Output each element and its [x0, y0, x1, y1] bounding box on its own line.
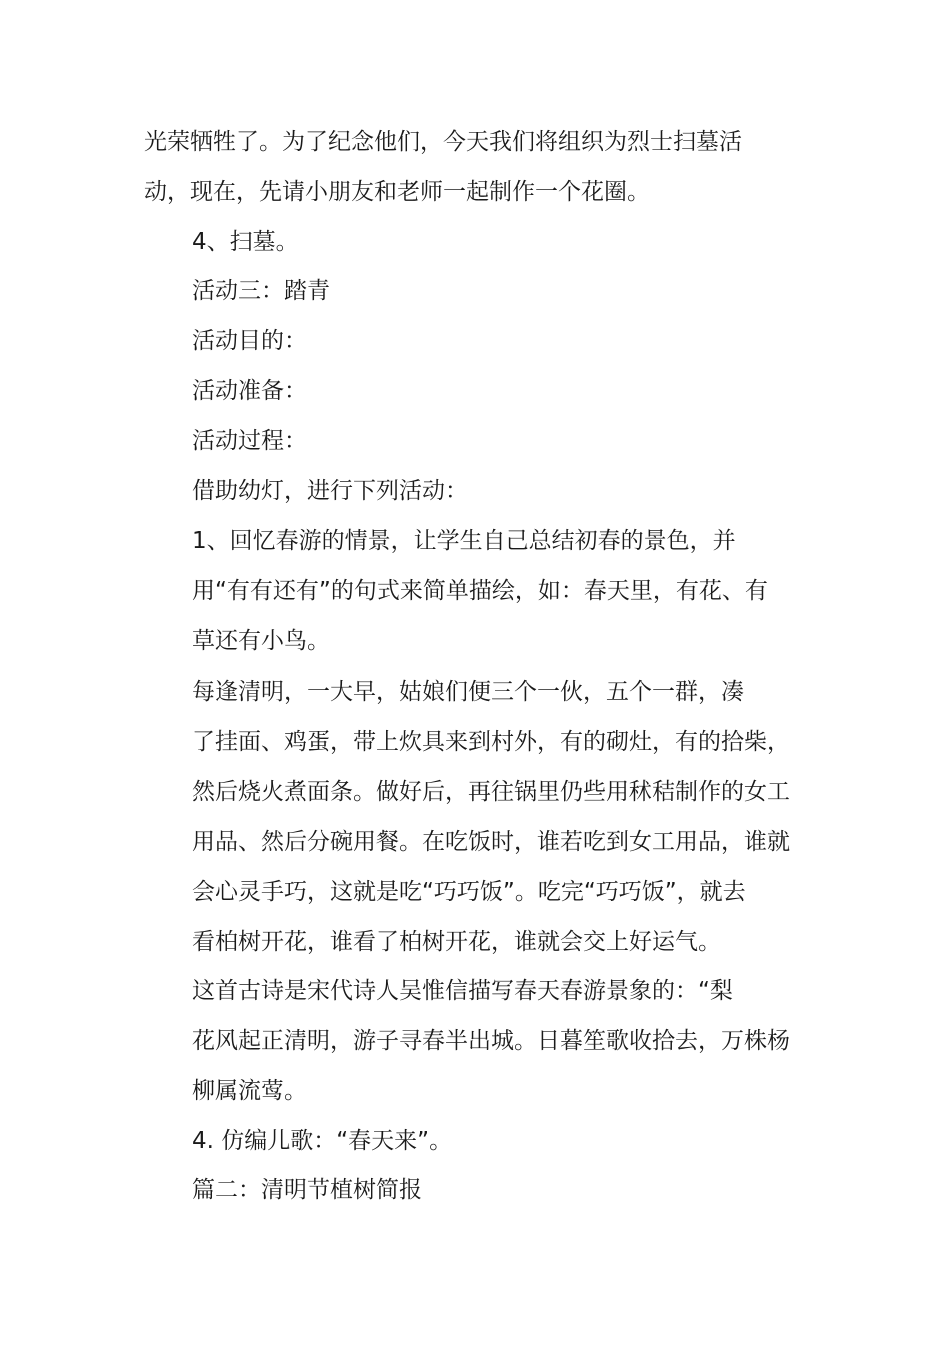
text-line: 借助幼灯，进行下列活动：	[192, 478, 468, 504]
paragraph-qiaoqiao-rice	[144, 667, 790, 967]
heading-part-two	[144, 1165, 744, 1215]
text-line: 光荣牺牲了。为了纪念他们，今天我们将组织为烈士扫墓活	[144, 129, 742, 155]
text-line: 用“有有还有”的句式来简单描绘，如：春天里，有花、有	[192, 578, 768, 604]
text-line: 动，现在，先请小朋友和老师一起制作一个花圈。	[144, 179, 650, 205]
text-line: 草还有小鸟。	[192, 628, 330, 654]
paragraph-ancient-poem	[144, 966, 790, 1116]
text-line: 会心灵手巧，这就是吃“巧巧饭”。吃完“巧巧饭”，就去	[192, 879, 746, 905]
text-line: 用品、然后分碗用餐。在吃饭时，谁若吃到女工用品，谁就	[192, 829, 790, 855]
paragraph-step-4-sweep	[144, 217, 744, 267]
text-line: 这首古诗是宋代诗人吴惟信描写春天春游景象的：“梨	[192, 978, 733, 1004]
text-line: 活动准备：	[192, 378, 307, 404]
paragraph-slides-intro	[144, 466, 744, 516]
text-line: 篇二：清明节植树简报	[192, 1177, 422, 1203]
paragraph-recall-spring-outing	[144, 516, 768, 666]
text-line: 柳属流莺。	[192, 1078, 307, 1104]
text-line: 活动三：踏青	[192, 278, 330, 304]
text-line: 了挂面、鸡蛋，带上炊具来到村外，有的砌灶，有的拾柴，	[192, 729, 790, 755]
text-line: 4. 仿编儿歌：“春天来”。	[192, 1128, 453, 1154]
text-line: 然后烧火煮面条。做好后，再往锅里仍些用秫秸制作的女工	[192, 779, 790, 805]
text-line: 看柏树开花，谁看了柏树开花，谁就会交上好运气。	[192, 929, 721, 955]
text-line: 4、扫墓。	[192, 229, 299, 255]
paragraph-nursery-rhyme	[144, 1116, 744, 1166]
heading-activity-three	[144, 266, 744, 316]
paragraph-intro-continuation	[144, 117, 744, 217]
label-activity-goal	[144, 316, 744, 366]
label-activity-preparation	[144, 366, 744, 416]
text-line: 活动目的：	[192, 328, 307, 354]
text-line: 活动过程：	[192, 428, 307, 454]
text-line: 每逢清明，一大早，姑娘们便三个一伙，五个一群，凑	[192, 679, 744, 705]
text-line: 花风起正清明，游子寻春半出城。日暮笙歌收拾去，万株杨	[192, 1028, 790, 1054]
text-line: 1、回忆春游的情景，让学生自己总结初春的景色，并	[192, 528, 736, 554]
label-activity-process	[144, 416, 744, 466]
